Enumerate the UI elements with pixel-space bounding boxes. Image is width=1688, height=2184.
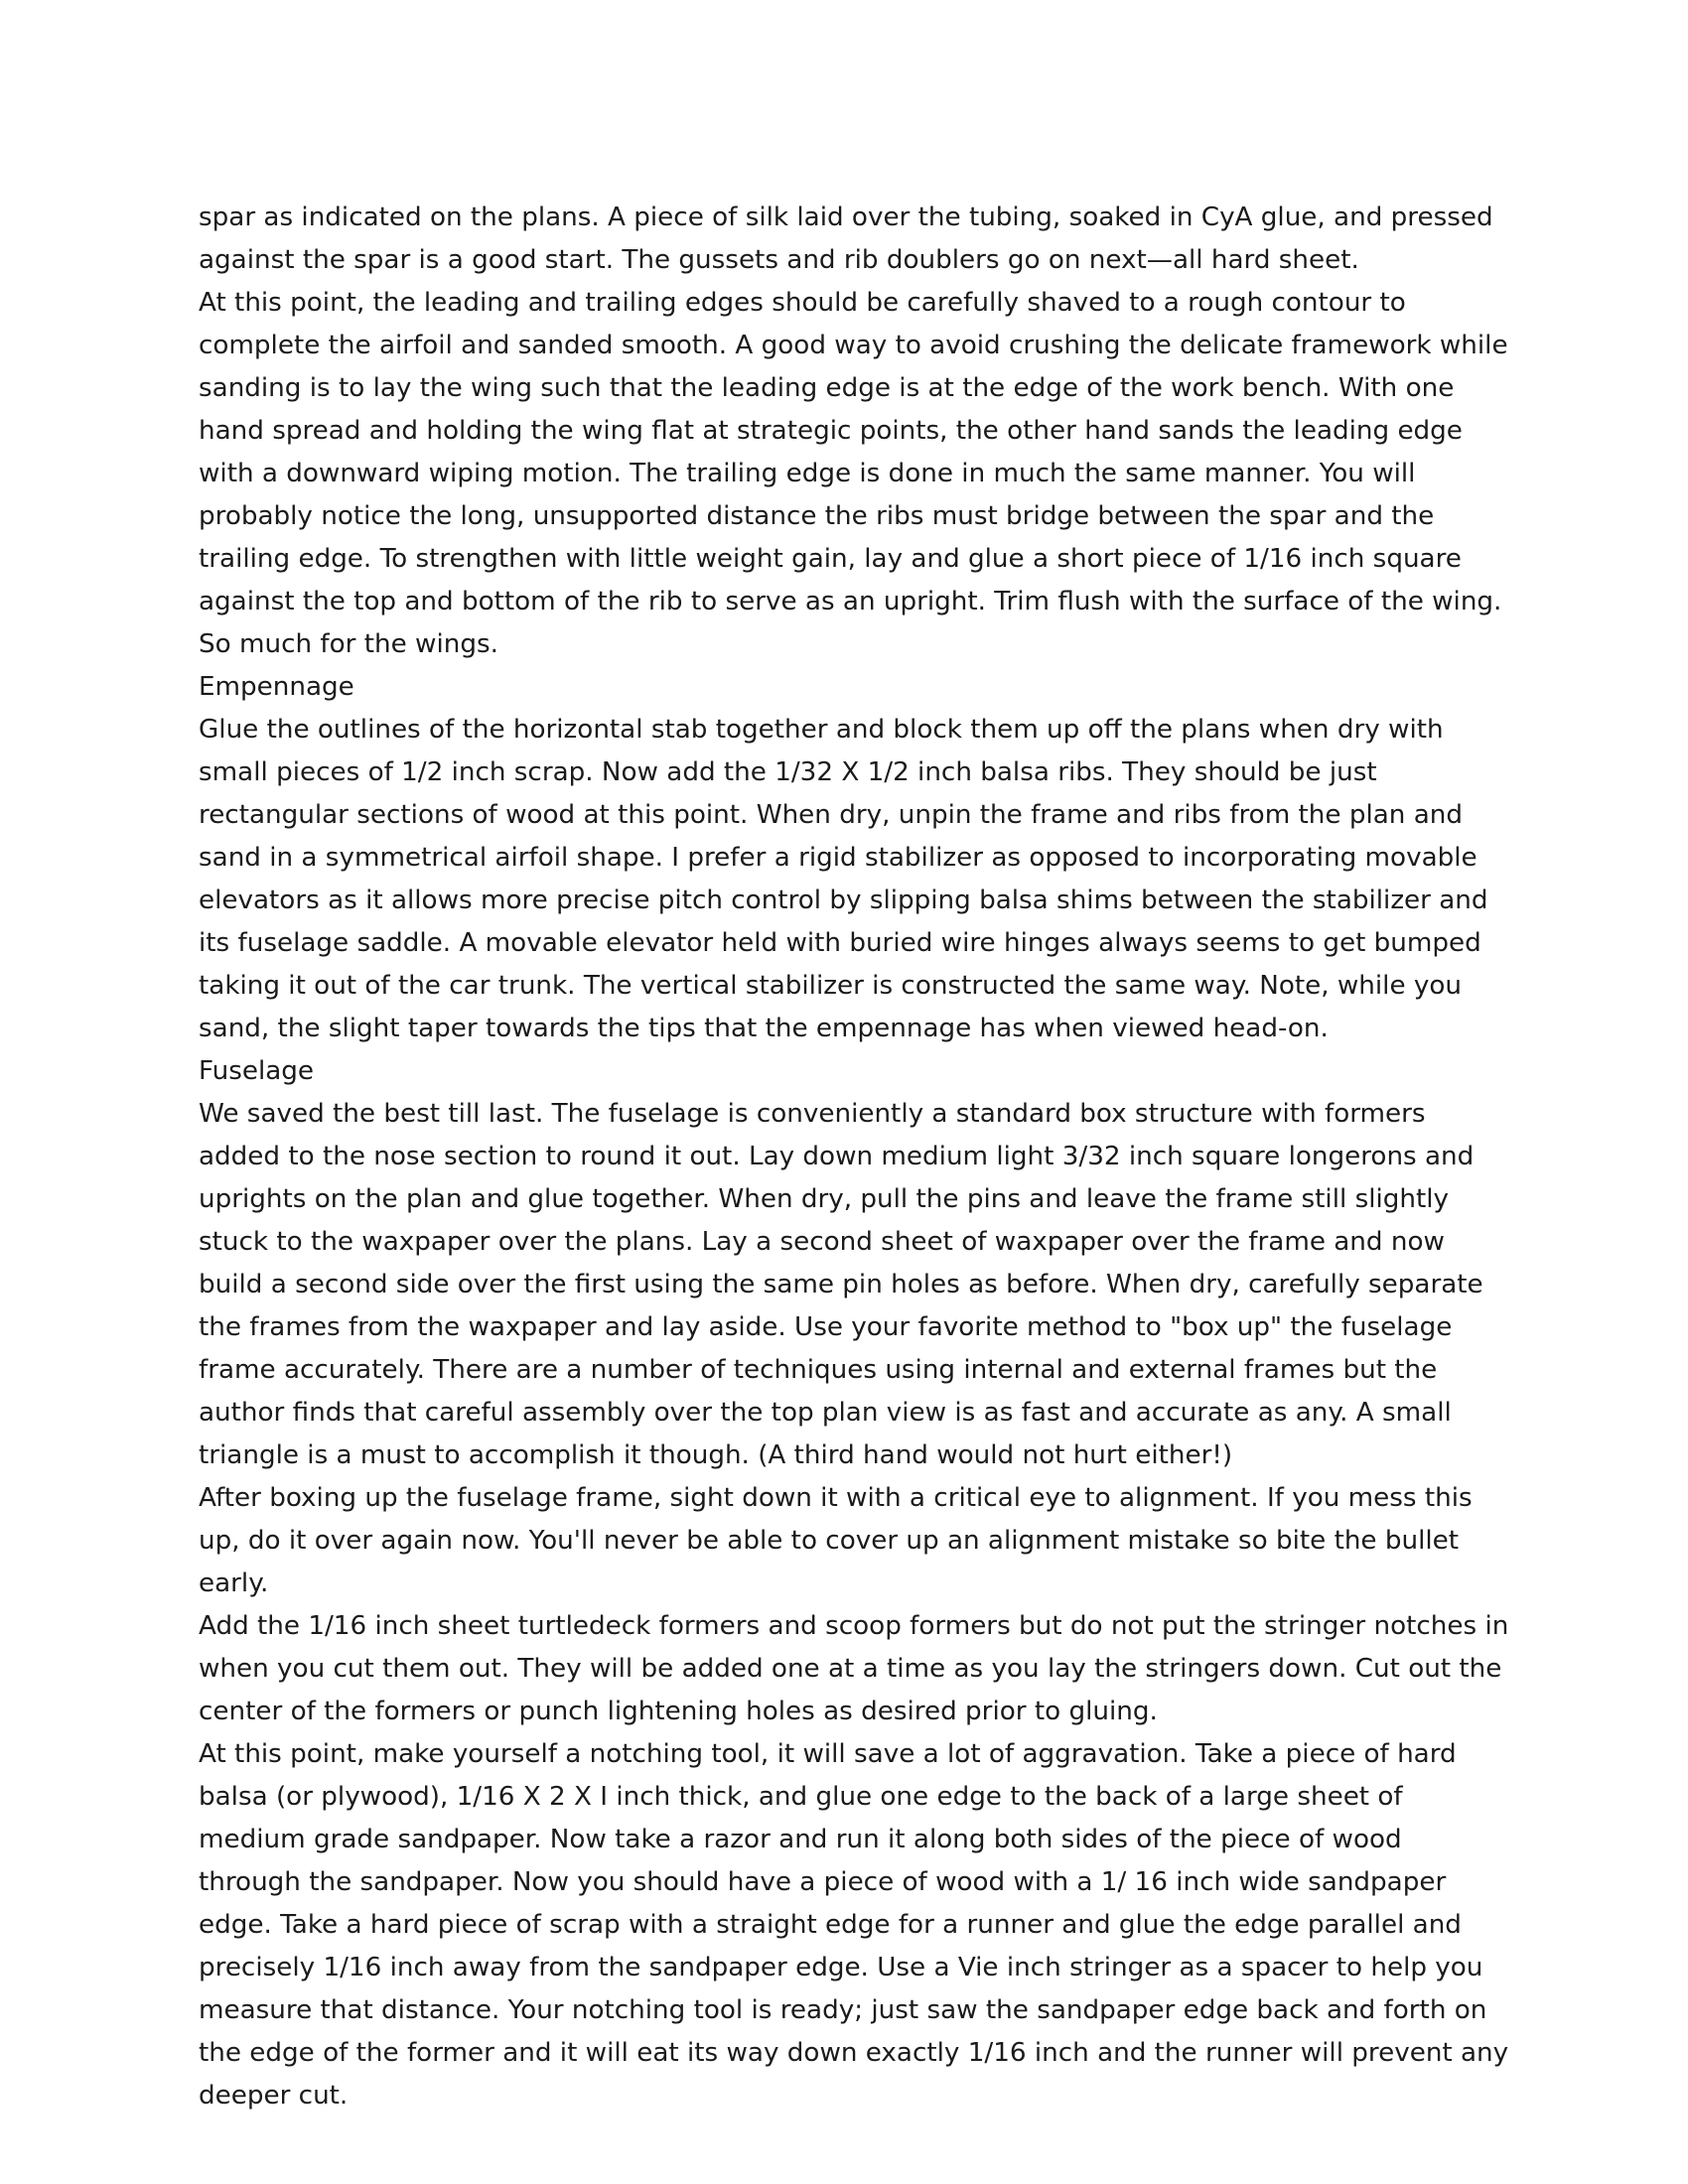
paragraph-spar-covering: spar as indicated on the plans. A piece of silk laid over the tubing, soaked in CyA glue, and pressed against the spar is a good start. The gussets and rib doublers go on next—all hard sheet.	[199, 203, 1493, 275]
document-body	[199, 197, 1509, 2117]
paragraph-empennage: Glue the outlines of the horizontal stab together and block them up off the plans when dry with small pieces of 1/2 inch scrap. Now add the 1/32 X 1/2 inch balsa ribs. They should be just rectangular sections of wood at this point. When dry, unpin the frame and ribs from the plan and sand in a symmetrical airfoil shape. I prefer a rigid stabilizer as opposed to incorporating movable elevators as it allows more precise pitch control by slipping balsa shims between the stabilizer and its fuselage saddle. A movable elevator held with buried wire hinges always seems to get bumped taking it out of the car trunk. The vertical stabilizer is constructed the same way. Note, while you sand, the slight taper towards the tips that the empennage has when viewed head-on.	[199, 715, 1488, 1043]
paragraph-fuselage-alignment: After boxing up the fuselage frame, sight down it with a critical eye to alignment. If you mess this up, do it over again now. You'll never be able to cover up an alignment mistake so bite the bullet early.	[199, 1483, 1473, 1598]
paragraph-notching-tool: At this point, make yourself a notching tool, it will save a lot of aggravation. Take a piece of hard balsa (or plywood), 1/16 X 2 X I inch thick, and glue one edge to the back of a large sheet of medium grade sandpaper. Now take a razor and run it along both sides of the piece of wood through the sandpaper. Now you should have a piece of wood with a 1/ 16 inch wide sandpaper edge. Take a hard piece of scrap with a straight edge for a runner and glue the edge parallel and precisely 1/16 inch away from the sandpaper edge. Use a Vie inch stringer as a spacer to help you measure that distance. Your notching tool is ready; just saw the sandpaper edge back and forth on the edge of the former and it will eat its way down exactly 1/16 inch and the runner will prevent any deeper cut.	[199, 1739, 1509, 2111]
paragraph-turtledeck-formers: Add the 1/16 inch sheet turtledeck formers and scoop formers but do not put the stringer notches in when you cut them out. They will be added one at a time as you lay the stringers down. Cut out the center of the formers or punch lightening holes as desired prior to gluing.	[199, 1611, 1509, 1726]
section-heading-empennage: Empennage	[199, 672, 354, 702]
section-heading-fuselage: Fuselage	[199, 1056, 315, 1086]
paragraph-wing-sanding: At this point, the leading and trailing edges should be carefully shaved to a rough contour to complete the airfoil and sanded smooth. A good way to avoid crushing the delicate framework while sanding is to lay the wing such that the leading edge is at the edge of the work bench. With one hand spread and holding the wing flat at strategic points, the other hand sands the leading edge with a downward wiping motion. The trailing edge is done in much the same manner. You will probably notice the long, unsupported distance the ribs must bridge between the spar and the trailing edge. To strengthen with little weight gain, lay and glue a short piece of 1/16 inch square against the top and bottom of the rib to serve as an upright. Trim flush with the surface of the wing. So much for the wings.	[199, 288, 1508, 659]
paragraph-fuselage-box: We saved the best till last. The fuselage is conveniently a standard box structure with formers added to the nose section to round it out. Lay down medium light 3/32 inch square longerons and uprights on the plan and glue together. When dry, pull the pins and leave the frame still slightly stuck to the waxpaper over the plans. Lay a second sheet of waxpaper over the frame and now build a second side over the first using the same pin holes as before. When dry, carefully separate the frames from the waxpaper and lay aside. Use your favorite method to "box up" the fuselage frame accurately. There are a number of techniques using internal and external frames but the author finds that careful assembly over the top plan view is as fast and accurate as any. A small triangle is a must to accomplish it though. (A third hand would not hurt either!)	[199, 1099, 1483, 1470]
